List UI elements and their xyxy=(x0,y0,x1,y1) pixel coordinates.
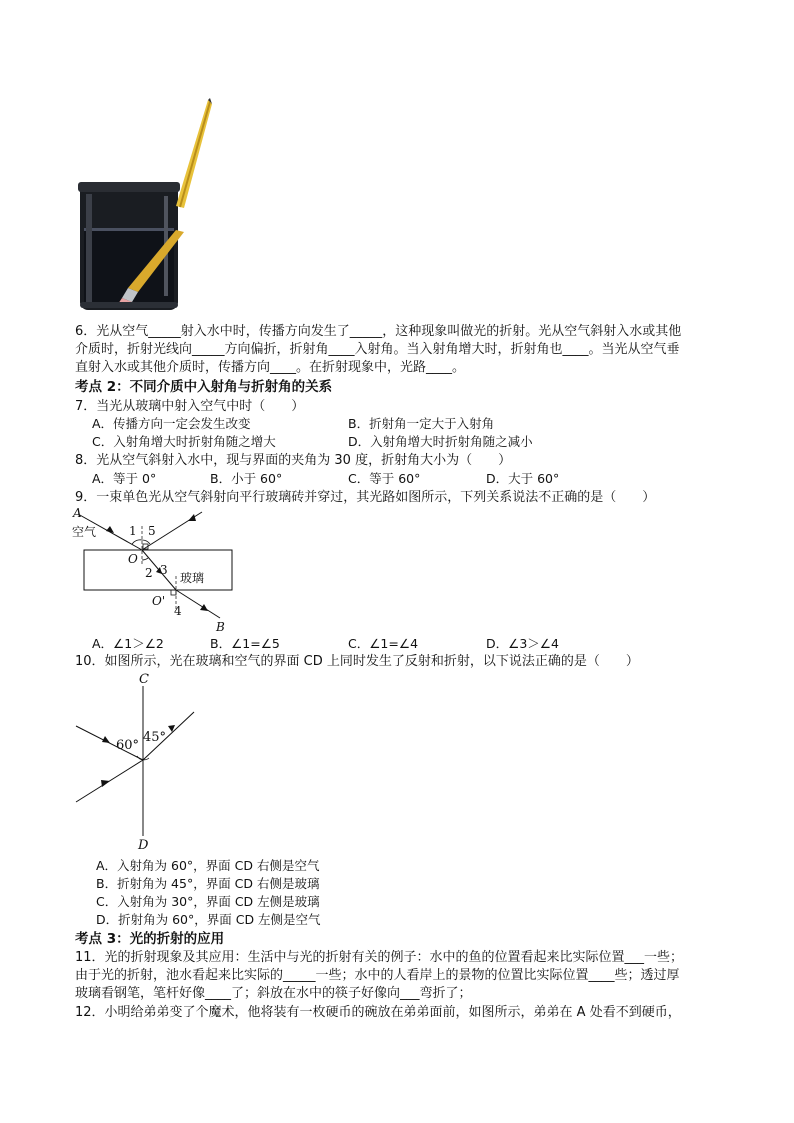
q7-option-c: C．入射角增大时折射角随之增大 xyxy=(92,434,276,449)
q9-label-glass: 玻璃 xyxy=(180,571,205,585)
q9-option-d: D．∠3＞∠4 xyxy=(486,636,559,651)
q9-option-c: C．∠1=∠4 xyxy=(348,636,419,651)
q7-option-b: B．折射角一定大于入射角 xyxy=(348,416,495,431)
q8-stem: 8．光从空气斜射入水中，现与界面的夹角为 30 度，折射角大小为（ ） xyxy=(75,453,512,468)
q9-label-1: 1 xyxy=(129,524,137,538)
q11-line-1: 11．光的折射现象及其应用：生活中与光的折射有关的例子：水中的鱼的位置看起来比实际位置___一些； xyxy=(75,950,684,965)
q8-option-a: A．等于 0° xyxy=(92,471,157,486)
q11-line-2: 由于光的折射，池水看起来比实际的_____一些；水中的人看岸上的景物的位置比实际位置____些；透过厚 xyxy=(75,968,680,983)
q9-stem: 9．一束单色光从空气斜射向平行玻璃砖并穿过，其光路如图所示，下列关系说法不正确的是（ ） xyxy=(75,490,656,505)
q9-label-2: 2 xyxy=(145,566,153,580)
q10-option-a: A．入射角为 60°，界面 CD 右侧是空气 xyxy=(96,858,320,873)
q9-label-o: O xyxy=(128,552,138,566)
q8-option-b: B．小于 60° xyxy=(210,471,283,486)
q10-stem: 10．如图所示，光在玻璃和空气的界面 CD 上同时发生了反射和折射，以下说法正确的是（ ） xyxy=(75,654,639,669)
q10-option-b: B．折射角为 45°，界面 CD 右侧是玻璃 xyxy=(96,876,320,891)
q10-label-d: D xyxy=(138,838,149,853)
q10-label-45: 45° xyxy=(143,730,167,745)
q9-label-3: 3 xyxy=(160,563,168,577)
q9-label-5: 5 xyxy=(148,524,156,538)
section-2-title: 考点 2：不同介质中入射角与折射角的关系 xyxy=(75,379,333,395)
q7-option-d: D．入射角增大时折射角随之减小 xyxy=(348,434,533,449)
q9-label-b: B xyxy=(216,620,225,634)
q9-option-a: A．∠1＞∠2 xyxy=(92,636,164,651)
q8-option-d: D．大于 60° xyxy=(486,471,560,486)
q10-interface-figure xyxy=(70,686,200,836)
q6-line-3: 直射入水或其他介质时，传播方向____。在折射现象中，光路____。 xyxy=(75,360,466,375)
q9-option-b: B．∠1=∠5 xyxy=(210,636,280,651)
q10-label-c: C xyxy=(139,672,149,687)
q10-option-d: D．折射角为 60°，界面 CD 左侧是空气 xyxy=(96,912,321,927)
q10-option-c: C．入射角为 30°，界面 CD 左侧是玻璃 xyxy=(96,894,320,909)
q9-label-4: 4 xyxy=(174,604,182,618)
q11-line-3: 玻璃看钢笔，笔杆好像____了；斜放在水中的筷子好像向___弯折了； xyxy=(75,986,472,1001)
q6-line-1: 6．光从空气_____射入水中时，传播方向发生了_____，这种现象叫做光的折射。光从空气斜射入水或其他 xyxy=(75,324,682,339)
q8-option-c: C．等于 60° xyxy=(348,471,421,486)
q7-stem: 7．当光从玻璃中射入空气中时（ ） xyxy=(75,399,305,414)
section-3-title: 考点 3：光的折射的应用 xyxy=(75,931,225,947)
q10-label-60: 60° xyxy=(116,738,140,753)
q7-option-a: A．传播方向一定会发生改变 xyxy=(92,416,251,431)
q6-line-2: 介质时，折射光线向_____方向偏折，折射角____入射角。当入射角增大时，折射角也____。当光从空气垂 xyxy=(75,342,680,357)
q9-label-a: A xyxy=(73,506,82,520)
beaker-pencil-image xyxy=(76,96,216,314)
q9-label-air: 空气 xyxy=(72,525,97,539)
q9-label-o-prime: O' xyxy=(152,594,166,608)
q12-line-1: 12．小明给弟弟变了个魔术，他将装有一枚硬币的碗放在弟弟面前，如图所示，弟弟在 A 处看不到硬币， xyxy=(75,1005,681,1020)
